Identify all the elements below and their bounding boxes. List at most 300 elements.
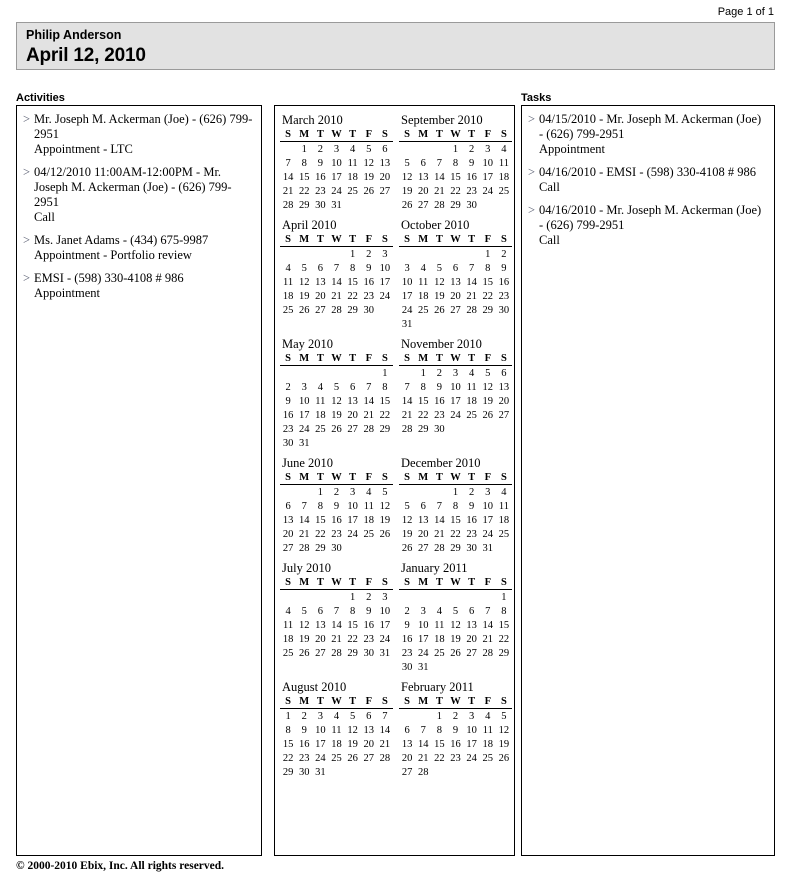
- calendar-day-cell[interactable]: 19: [298, 633, 310, 645]
- calendar-day-cell[interactable]: 22: [347, 290, 358, 302]
- calendar-day-cell[interactable]: 25: [331, 752, 342, 764]
- calendar-day-cell[interactable]: 16: [498, 276, 510, 288]
- calendar-day-cell[interactable]: 13: [363, 724, 375, 736]
- calendar-day-cell[interactable]: 26: [298, 304, 310, 316]
- calendar-day-cell[interactable]: 5: [404, 500, 410, 512]
- calendar-day-cell[interactable]: 31: [482, 542, 494, 554]
- calendar-day-cell[interactable]: 19: [379, 514, 391, 526]
- calendar-day-cell[interactable]: 4: [436, 605, 442, 617]
- calendar-day-cell[interactable]: 15: [498, 619, 510, 631]
- calendar-day-cell[interactable]: 1: [436, 710, 442, 722]
- calendar-day-cell[interactable]: 3: [485, 486, 491, 498]
- calendar-day-cell[interactable]: 8: [317, 500, 323, 512]
- calendar-day-cell[interactable]: 29: [379, 423, 391, 435]
- calendar-day-cell[interactable]: 12: [347, 724, 358, 736]
- calendar-day-cell[interactable]: 18: [417, 290, 429, 302]
- calendar-day-cell[interactable]: 23: [401, 647, 413, 659]
- calendar-day-cell[interactable]: 1: [501, 591, 507, 603]
- calendar-day-cell[interactable]: 14: [417, 738, 429, 750]
- calendar-day-cell[interactable]: 10: [315, 724, 326, 736]
- calendar-day-cell[interactable]: 19: [347, 738, 358, 750]
- calendar-day-cell[interactable]: 19: [482, 395, 494, 407]
- calendar-day-cell[interactable]: 31: [417, 661, 429, 673]
- calendar-day-cell[interactable]: 1: [350, 591, 356, 603]
- calendar-day-cell[interactable]: 12: [298, 276, 310, 288]
- calendar-day-cell[interactable]: 30: [434, 423, 445, 435]
- calendar-day-cell[interactable]: 6: [317, 262, 323, 274]
- calendar-day-cell[interactable]: 28: [298, 542, 310, 554]
- calendar-day-cell[interactable]: 18: [482, 738, 494, 750]
- calendar-day-cell[interactable]: 5: [366, 143, 372, 155]
- calendar-day-cell[interactable]: 24: [466, 752, 477, 764]
- calendar-day-cell[interactable]: 27: [363, 752, 375, 764]
- calendar-day-cell[interactable]: 6: [469, 605, 475, 617]
- calendar-day-cell[interactable]: 5: [436, 262, 442, 274]
- calendar-day-cell[interactable]: 12: [498, 724, 510, 736]
- calendar-day-cell[interactable]: 4: [501, 143, 507, 155]
- calendar-day-cell[interactable]: 26: [347, 752, 358, 764]
- calendar-day-cell[interactable]: 30: [401, 661, 413, 673]
- calendar-day-cell[interactable]: 6: [350, 381, 356, 393]
- calendar-day-cell[interactable]: 4: [285, 262, 291, 274]
- calendar-day-cell[interactable]: 8: [485, 262, 491, 274]
- calendar-day-cell[interactable]: 9: [436, 381, 442, 393]
- calendar-day-cell[interactable]: 9: [501, 262, 507, 274]
- calendar-day-cell[interactable]: 8: [350, 262, 356, 274]
- calendar-day-cell[interactable]: 21: [401, 409, 413, 421]
- calendar-day-cell[interactable]: 13: [417, 171, 429, 183]
- calendar-day-cell[interactable]: 20: [498, 395, 510, 407]
- calendar-day-cell[interactable]: 4: [317, 381, 323, 393]
- calendar-day-cell[interactable]: 20: [417, 185, 429, 197]
- calendar-day-cell[interactable]: 16: [363, 619, 375, 631]
- calendar-day-cell[interactable]: 17: [347, 514, 358, 526]
- calendar-day-cell[interactable]: 28: [466, 304, 477, 316]
- calendar-day-cell[interactable]: 24: [482, 528, 494, 540]
- calendar-day-cell[interactable]: 17: [466, 738, 477, 750]
- calendar-day-cell[interactable]: 2: [285, 381, 291, 393]
- calendar-day-cell[interactable]: 21: [331, 290, 342, 302]
- calendar-day-cell[interactable]: 2: [452, 710, 459, 722]
- task-item[interactable]: [528, 112, 768, 157]
- calendar-day-cell[interactable]: 19: [363, 171, 375, 183]
- calendar-day-cell[interactable]: 27: [417, 542, 429, 554]
- calendar-day-cell[interactable]: 14: [282, 171, 294, 183]
- calendar-day-cell[interactable]: 24: [482, 185, 494, 197]
- calendar-day-cell[interactable]: 27: [401, 766, 413, 778]
- calendar-day-cell[interactable]: 28: [482, 647, 494, 659]
- calendar-day-cell[interactable]: 15: [434, 738, 445, 750]
- calendar-day-cell[interactable]: 7: [469, 262, 475, 274]
- calendar-day-cell[interactable]: 18: [331, 738, 342, 750]
- calendar-day-cell[interactable]: 1: [350, 248, 356, 260]
- calendar-day-cell[interactable]: 23: [363, 290, 375, 302]
- calendar-day-cell[interactable]: 8: [350, 605, 356, 617]
- calendar-day-cell[interactable]: 11: [466, 381, 477, 393]
- calendar-day-cell[interactable]: 9: [366, 262, 372, 274]
- calendar-day-cell[interactable]: 12: [434, 276, 445, 288]
- calendar-day-cell[interactable]: 5: [350, 710, 356, 722]
- calendar-day-cell[interactable]: 1: [452, 486, 459, 498]
- calendar-day-cell[interactable]: 28: [434, 199, 445, 211]
- calendar-day-cell[interactable]: 19: [298, 290, 310, 302]
- calendar-day-cell[interactable]: 16: [315, 171, 326, 183]
- calendar-day-cell[interactable]: 10: [298, 395, 310, 407]
- calendar-day-cell[interactable]: 20: [347, 409, 358, 421]
- activity-item[interactable]: [23, 112, 255, 157]
- calendar-day-cell[interactable]: 17: [450, 395, 461, 407]
- calendar-day-cell[interactable]: 14: [434, 171, 445, 183]
- calendar-day-cell[interactable]: 11: [283, 619, 294, 631]
- calendar-day-cell[interactable]: 19: [498, 738, 510, 750]
- calendar-day-cell[interactable]: 23: [466, 528, 477, 540]
- calendar-day-cell[interactable]: 19: [434, 290, 445, 302]
- calendar-day-cell[interactable]: 21: [379, 738, 391, 750]
- calendar-day-cell[interactable]: 21: [434, 528, 445, 540]
- calendar-day-cell[interactable]: 17: [315, 738, 326, 750]
- calendar-day-cell[interactable]: 29: [298, 199, 310, 211]
- calendar-day-cell[interactable]: 30: [282, 437, 294, 449]
- calendar-day-cell[interactable]: 19: [401, 185, 413, 197]
- calendar-day-cell[interactable]: 15: [298, 171, 310, 183]
- calendar-day-cell[interactable]: 17: [417, 633, 429, 645]
- calendar-day-cell[interactable]: 1: [420, 367, 426, 379]
- calendar-day-cell[interactable]: 26: [331, 423, 342, 435]
- calendar-day-cell[interactable]: 27: [282, 542, 294, 554]
- calendar-day-cell[interactable]: 2: [501, 248, 507, 260]
- calendar-day-cell[interactable]: 24: [401, 304, 413, 316]
- calendar-day-cell[interactable]: 16: [298, 738, 310, 750]
- calendar-day-cell[interactable]: 18: [466, 395, 477, 407]
- calendar-day-cell[interactable]: 5: [301, 262, 307, 274]
- calendar-day-cell[interactable]: 30: [363, 647, 375, 659]
- calendar-day-cell[interactable]: 9: [285, 395, 291, 407]
- calendar-day-cell[interactable]: 18: [498, 514, 510, 526]
- calendar-day-cell[interactable]: 25: [282, 304, 294, 316]
- calendar-day-cell[interactable]: 9: [333, 500, 340, 512]
- calendar-day-cell[interactable]: 17: [298, 409, 310, 421]
- activity-item[interactable]: [23, 271, 255, 301]
- calendar-day-cell[interactable]: 23: [498, 290, 510, 302]
- calendar-day-cell[interactable]: 4: [366, 486, 372, 498]
- calendar-day-cell[interactable]: 15: [450, 514, 461, 526]
- calendar-day-cell[interactable]: 22: [347, 633, 358, 645]
- calendar-day-cell[interactable]: 19: [401, 528, 413, 540]
- calendar-day-cell[interactable]: 16: [331, 514, 342, 526]
- calendar-day-cell[interactable]: 13: [347, 395, 358, 407]
- calendar-day-cell[interactable]: 15: [347, 619, 358, 631]
- calendar-day-cell[interactable]: 11: [482, 724, 493, 736]
- task-item[interactable]: [528, 165, 768, 195]
- calendar-day-cell[interactable]: 22: [482, 290, 494, 302]
- calendar-day-cell[interactable]: 15: [282, 738, 294, 750]
- calendar-day-cell[interactable]: 5: [404, 157, 410, 169]
- calendar-day-cell[interactable]: 15: [417, 395, 429, 407]
- calendar-day-cell[interactable]: 30: [331, 542, 342, 554]
- calendar-day-cell[interactable]: 20: [466, 633, 477, 645]
- calendar-day-cell[interactable]: 9: [366, 605, 372, 617]
- calendar-day-cell[interactable]: 7: [404, 381, 410, 393]
- calendar-day-cell[interactable]: 2: [333, 486, 340, 498]
- calendar-day-cell[interactable]: 19: [450, 633, 461, 645]
- calendar-day-cell[interactable]: 29: [347, 304, 358, 316]
- calendar-day-cell[interactable]: 7: [420, 724, 426, 736]
- calendar-day-cell[interactable]: 12: [331, 395, 342, 407]
- calendar-day-cell[interactable]: 30: [498, 304, 510, 316]
- calendar-day-cell[interactable]: 22: [450, 185, 461, 197]
- calendar-day-cell[interactable]: 24: [417, 647, 429, 659]
- calendar-day-cell[interactable]: 3: [382, 248, 388, 260]
- calendar-day-cell[interactable]: 17: [482, 514, 494, 526]
- calendar-day-cell[interactable]: 21: [331, 633, 342, 645]
- calendar-day-cell[interactable]: 11: [315, 395, 326, 407]
- calendar-day-cell[interactable]: 1: [301, 143, 307, 155]
- calendar-day-cell[interactable]: 24: [298, 423, 310, 435]
- calendar-day-cell[interactable]: 1: [317, 486, 323, 498]
- calendar-day-cell[interactable]: 28: [331, 647, 342, 659]
- calendar-day-cell[interactable]: 2: [404, 605, 410, 617]
- calendar-day-cell[interactable]: 4: [420, 262, 426, 274]
- calendar-day-cell[interactable]: 2: [469, 143, 475, 155]
- calendar-day-cell[interactable]: 1: [452, 143, 459, 155]
- calendar-day-cell[interactable]: 12: [401, 514, 413, 526]
- calendar-day-cell[interactable]: 27: [379, 185, 391, 197]
- calendar-day-cell[interactable]: 19: [331, 409, 342, 421]
- calendar-day-cell[interactable]: 13: [450, 276, 461, 288]
- calendar-day-cell[interactable]: 15: [450, 171, 461, 183]
- calendar-day-cell[interactable]: 16: [434, 395, 445, 407]
- calendar-day-cell[interactable]: 12: [450, 619, 461, 631]
- calendar-day-cell[interactable]: 8: [382, 381, 388, 393]
- calendar-day-cell[interactable]: 9: [452, 724, 459, 736]
- calendar-day-cell[interactable]: 23: [331, 528, 342, 540]
- calendar-day-cell[interactable]: 2: [436, 367, 442, 379]
- calendar-day-cell[interactable]: 11: [498, 157, 509, 169]
- calendar-day-cell[interactable]: 5: [333, 381, 340, 393]
- calendar-day-cell[interactable]: 29: [482, 304, 494, 316]
- calendar-day-cell[interactable]: 23: [363, 633, 375, 645]
- calendar-day-cell[interactable]: 18: [363, 514, 375, 526]
- calendar-day-cell[interactable]: 10: [417, 619, 429, 631]
- calendar-day-cell[interactable]: 25: [466, 409, 477, 421]
- calendar-day-cell[interactable]: 8: [436, 724, 442, 736]
- calendar-day-cell[interactable]: 12: [482, 381, 494, 393]
- calendar-day-cell[interactable]: 6: [452, 262, 459, 274]
- calendar-day-cell[interactable]: 3: [333, 143, 340, 155]
- calendar-day-cell[interactable]: 16: [401, 633, 413, 645]
- calendar-day-cell[interactable]: 3: [404, 262, 410, 274]
- calendar-day-cell[interactable]: 12: [363, 157, 375, 169]
- calendar-day-cell[interactable]: 7: [301, 500, 307, 512]
- calendar-day-cell[interactable]: 8: [420, 381, 426, 393]
- calendar-day-cell[interactable]: 7: [333, 605, 340, 617]
- calendar-day-cell[interactable]: 30: [363, 304, 375, 316]
- calendar-day-cell[interactable]: 10: [401, 276, 413, 288]
- calendar-day-cell[interactable]: 12: [401, 171, 413, 183]
- calendar-day-cell[interactable]: 6: [501, 367, 507, 379]
- calendar-day-cell[interactable]: 28: [363, 423, 375, 435]
- calendar-day-cell[interactable]: 29: [315, 542, 326, 554]
- calendar-day-cell[interactable]: 7: [285, 157, 291, 169]
- calendar-day-cell[interactable]: 15: [379, 395, 391, 407]
- calendar-day-cell[interactable]: 14: [434, 514, 445, 526]
- calendar-day-cell[interactable]: 24: [347, 528, 358, 540]
- calendar-day-cell[interactable]: 2: [317, 143, 323, 155]
- calendar-day-cell[interactable]: 14: [466, 276, 477, 288]
- calendar-day-cell[interactable]: 30: [315, 199, 326, 211]
- calendar-day-cell[interactable]: 16: [282, 409, 294, 421]
- calendar-day-cell[interactable]: 15: [315, 514, 326, 526]
- calendar-day-cell[interactable]: 12: [379, 500, 391, 512]
- calendar-day-cell[interactable]: 7: [485, 605, 491, 617]
- calendar-day-cell[interactable]: 21: [482, 633, 494, 645]
- calendar-day-cell[interactable]: 9: [317, 157, 323, 169]
- calendar-day-cell[interactable]: 10: [482, 500, 494, 512]
- calendar-day-cell[interactable]: 25: [498, 185, 510, 197]
- calendar-day-cell[interactable]: 20: [379, 171, 391, 183]
- calendar-day-cell[interactable]: 4: [469, 367, 475, 379]
- calendar-day-cell[interactable]: 12: [298, 619, 310, 631]
- calendar-day-cell[interactable]: 13: [417, 514, 429, 526]
- calendar-day-cell[interactable]: 14: [331, 276, 342, 288]
- calendar-day-cell[interactable]: 18: [347, 171, 358, 183]
- calendar-day-cell[interactable]: 8: [501, 605, 507, 617]
- calendar-day-cell[interactable]: 17: [401, 290, 413, 302]
- calendar-day-cell[interactable]: 3: [301, 381, 307, 393]
- calendar-day-cell[interactable]: 18: [282, 290, 294, 302]
- calendar-day-cell[interactable]: 21: [466, 290, 477, 302]
- calendar-day-cell[interactable]: 20: [315, 633, 326, 645]
- calendar-day-cell[interactable]: 8: [452, 157, 459, 169]
- calendar-day-cell[interactable]: 24: [315, 752, 326, 764]
- calendar-day-cell[interactable]: 2: [301, 710, 307, 722]
- calendar-day-cell[interactable]: 5: [452, 605, 459, 617]
- calendar-day-cell[interactable]: 21: [298, 528, 310, 540]
- calendar-day-cell[interactable]: 24: [379, 633, 391, 645]
- calendar-day-cell[interactable]: 23: [282, 423, 294, 435]
- calendar-day-cell[interactable]: 16: [466, 171, 477, 183]
- calendar-day-cell[interactable]: 13: [466, 619, 477, 631]
- calendar-day-cell[interactable]: 25: [417, 304, 429, 316]
- calendar-day-cell[interactable]: 4: [501, 486, 507, 498]
- calendar-day-cell[interactable]: 26: [363, 185, 375, 197]
- calendar-day-cell[interactable]: 16: [450, 738, 461, 750]
- calendar-day-cell[interactable]: 31: [379, 647, 391, 659]
- calendar-day-cell[interactable]: 22: [434, 752, 445, 764]
- calendar-day-cell[interactable]: 29: [347, 647, 358, 659]
- calendar-day-cell[interactable]: 27: [417, 199, 429, 211]
- calendar-day-cell[interactable]: 10: [379, 605, 391, 617]
- calendar-day-cell[interactable]: 6: [285, 500, 291, 512]
- calendar-day-cell[interactable]: 9: [469, 500, 475, 512]
- calendar-day-cell[interactable]: 3: [350, 486, 356, 498]
- calendar-day-cell[interactable]: 6: [366, 710, 372, 722]
- calendar-day-cell[interactable]: 10: [450, 381, 461, 393]
- calendar-day-cell[interactable]: 22: [379, 409, 391, 421]
- calendar-day-cell[interactable]: 29: [498, 647, 510, 659]
- calendar-day-cell[interactable]: 11: [418, 276, 429, 288]
- calendar-day-cell[interactable]: 1: [485, 248, 491, 260]
- calendar-day-cell[interactable]: 15: [482, 276, 494, 288]
- calendar-day-cell[interactable]: 13: [401, 738, 413, 750]
- calendar-day-cell[interactable]: 1: [285, 710, 291, 722]
- calendar-day-cell[interactable]: 7: [366, 381, 372, 393]
- calendar-day-cell[interactable]: 16: [363, 276, 375, 288]
- calendar-day-cell[interactable]: 27: [315, 304, 326, 316]
- calendar-day-cell[interactable]: 23: [315, 185, 326, 197]
- calendar-day-cell[interactable]: 10: [482, 157, 494, 169]
- calendar-day-cell[interactable]: 23: [450, 752, 461, 764]
- calendar-day-cell[interactable]: 20: [450, 290, 461, 302]
- calendar-day-cell[interactable]: 6: [420, 500, 426, 512]
- calendar-day-cell[interactable]: 27: [450, 304, 461, 316]
- calendar-day-cell[interactable]: 10: [347, 500, 358, 512]
- calendar-day-cell[interactable]: 23: [298, 752, 310, 764]
- calendar-day-cell[interactable]: 25: [347, 185, 358, 197]
- calendar-day-cell[interactable]: 3: [469, 710, 475, 722]
- calendar-day-cell[interactable]: 18: [434, 633, 445, 645]
- calendar-day-cell[interactable]: 16: [466, 514, 477, 526]
- calendar-day-cell[interactable]: 13: [379, 157, 391, 169]
- calendar-day-cell[interactable]: 31: [315, 766, 326, 778]
- calendar-day-cell[interactable]: 29: [450, 542, 461, 554]
- calendar-day-cell[interactable]: 6: [404, 724, 410, 736]
- calendar-day-cell[interactable]: 13: [282, 514, 294, 526]
- calendar-day-cell[interactable]: 18: [498, 171, 510, 183]
- calendar-day-cell[interactable]: 27: [466, 647, 477, 659]
- calendar-day-cell[interactable]: 21: [417, 752, 429, 764]
- calendar-day-cell[interactable]: 17: [482, 171, 494, 183]
- calendar-day-cell[interactable]: 8: [285, 724, 291, 736]
- calendar-day-cell[interactable]: 27: [315, 647, 326, 659]
- calendar-day-cell[interactable]: 25: [482, 752, 494, 764]
- calendar-day-cell[interactable]: 22: [298, 185, 310, 197]
- calendar-day-cell[interactable]: 29: [417, 423, 429, 435]
- calendar-day-cell[interactable]: 20: [363, 738, 375, 750]
- calendar-day-cell[interactable]: 26: [401, 199, 413, 211]
- calendar-day-cell[interactable]: 20: [315, 290, 326, 302]
- calendar-day-cell[interactable]: 14: [298, 514, 310, 526]
- calendar-day-cell[interactable]: 14: [331, 619, 342, 631]
- calendar-day-cell[interactable]: 8: [452, 500, 459, 512]
- calendar-day-cell[interactable]: 10: [379, 262, 391, 274]
- calendar-day-cell[interactable]: 28: [434, 542, 445, 554]
- calendar-day-cell[interactable]: 6: [317, 605, 323, 617]
- calendar-day-cell[interactable]: 27: [347, 423, 358, 435]
- calendar-day-cell[interactable]: 20: [282, 528, 294, 540]
- calendar-day-cell[interactable]: 20: [401, 752, 413, 764]
- calendar-day-cell[interactable]: 26: [434, 304, 445, 316]
- calendar-day-cell[interactable]: 11: [331, 724, 342, 736]
- calendar-day-cell[interactable]: 4: [285, 605, 291, 617]
- calendar-day-cell[interactable]: 25: [363, 528, 375, 540]
- calendar-day-cell[interactable]: 2: [366, 591, 372, 603]
- calendar-day-cell[interactable]: 7: [382, 710, 388, 722]
- calendar-day-cell[interactable]: 5: [485, 367, 491, 379]
- calendar-day-cell[interactable]: 22: [417, 409, 429, 421]
- calendar-day-cell[interactable]: 26: [401, 542, 413, 554]
- calendar-day-cell[interactable]: 14: [482, 619, 494, 631]
- calendar-day-cell[interactable]: 6: [420, 157, 426, 169]
- calendar-day-cell[interactable]: 6: [382, 143, 388, 155]
- calendar-day-cell[interactable]: 2: [366, 248, 372, 260]
- calendar-day-cell[interactable]: 25: [498, 528, 510, 540]
- calendar-day-cell[interactable]: 23: [466, 185, 477, 197]
- task-item[interactable]: [528, 203, 768, 248]
- calendar-day-cell[interactable]: 14: [401, 395, 413, 407]
- calendar-day-cell[interactable]: 26: [379, 528, 391, 540]
- calendar-day-cell[interactable]: 13: [315, 619, 326, 631]
